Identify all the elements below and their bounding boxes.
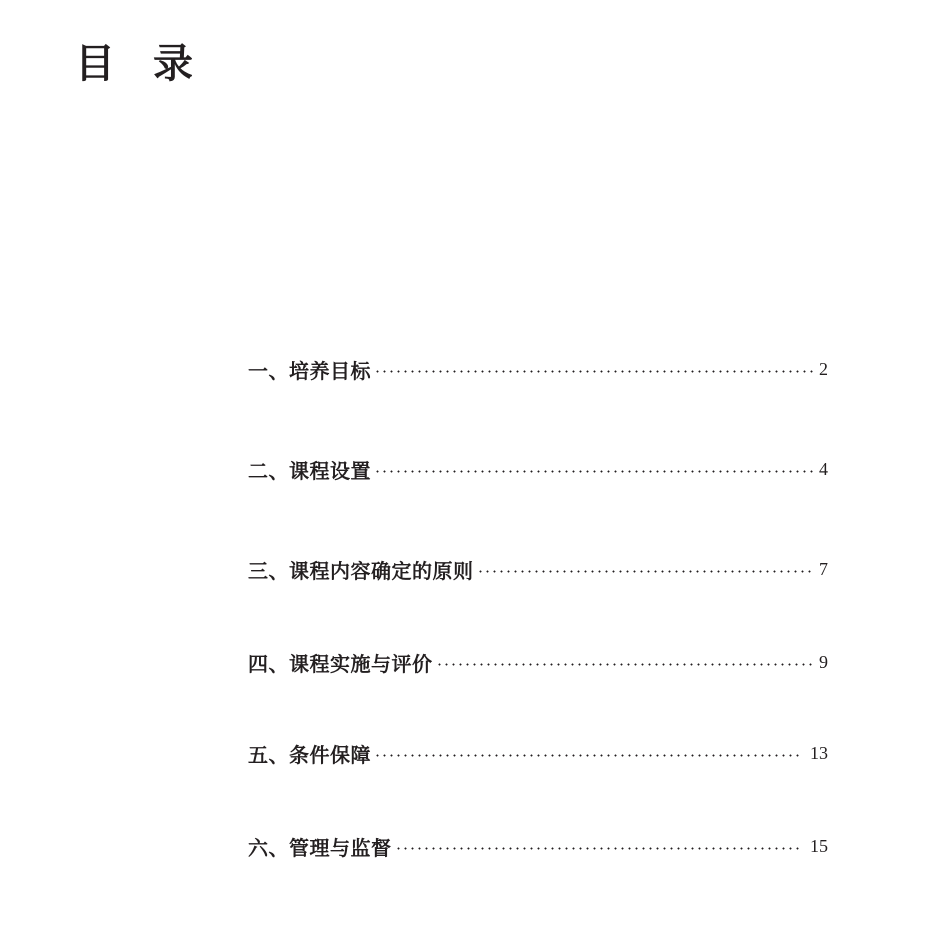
toc-entry-conditions[interactable] (248, 729, 828, 777)
toc-entry-course-setup[interactable] (248, 445, 828, 493)
page-title-char-2: 录 (153, 41, 193, 87)
dot-leader (374, 370, 815, 373)
page-title (75, 36, 193, 92)
page-title-char-1: 目 (75, 41, 115, 87)
dot-leader (477, 570, 816, 573)
dot-leader (374, 470, 815, 473)
toc-entry-title: 四、课程实施与评价 (248, 651, 433, 676)
dot-leader (395, 847, 800, 850)
toc-entry-content-principles[interactable] (248, 545, 828, 593)
toc-entry-title: 一、培养目标 (248, 358, 371, 383)
toc-entry-title: 六、管理与监督 (248, 835, 392, 860)
dot-leader (436, 663, 816, 666)
toc-entry-title: 二、课程设置 (248, 458, 371, 483)
toc-entry-implementation-evaluation[interactable] (248, 638, 828, 686)
toc-entry-title: 五、条件保障 (248, 742, 371, 767)
toc-entry-title: 三、课程内容确定的原则 (248, 558, 474, 583)
dot-leader (374, 754, 799, 757)
toc-entry-management-supervision[interactable] (248, 822, 828, 870)
toc-entry-page-number: 4 (819, 458, 828, 479)
toc-entry-page-number: 15 (810, 835, 828, 856)
toc-entry-page-number: 13 (810, 742, 828, 763)
toc-entry-page-number: 9 (819, 651, 828, 672)
toc-entry-page-number: 2 (819, 358, 828, 379)
toc-entry-training-goals[interactable] (248, 345, 828, 393)
toc-entry-page-number: 7 (819, 558, 828, 579)
